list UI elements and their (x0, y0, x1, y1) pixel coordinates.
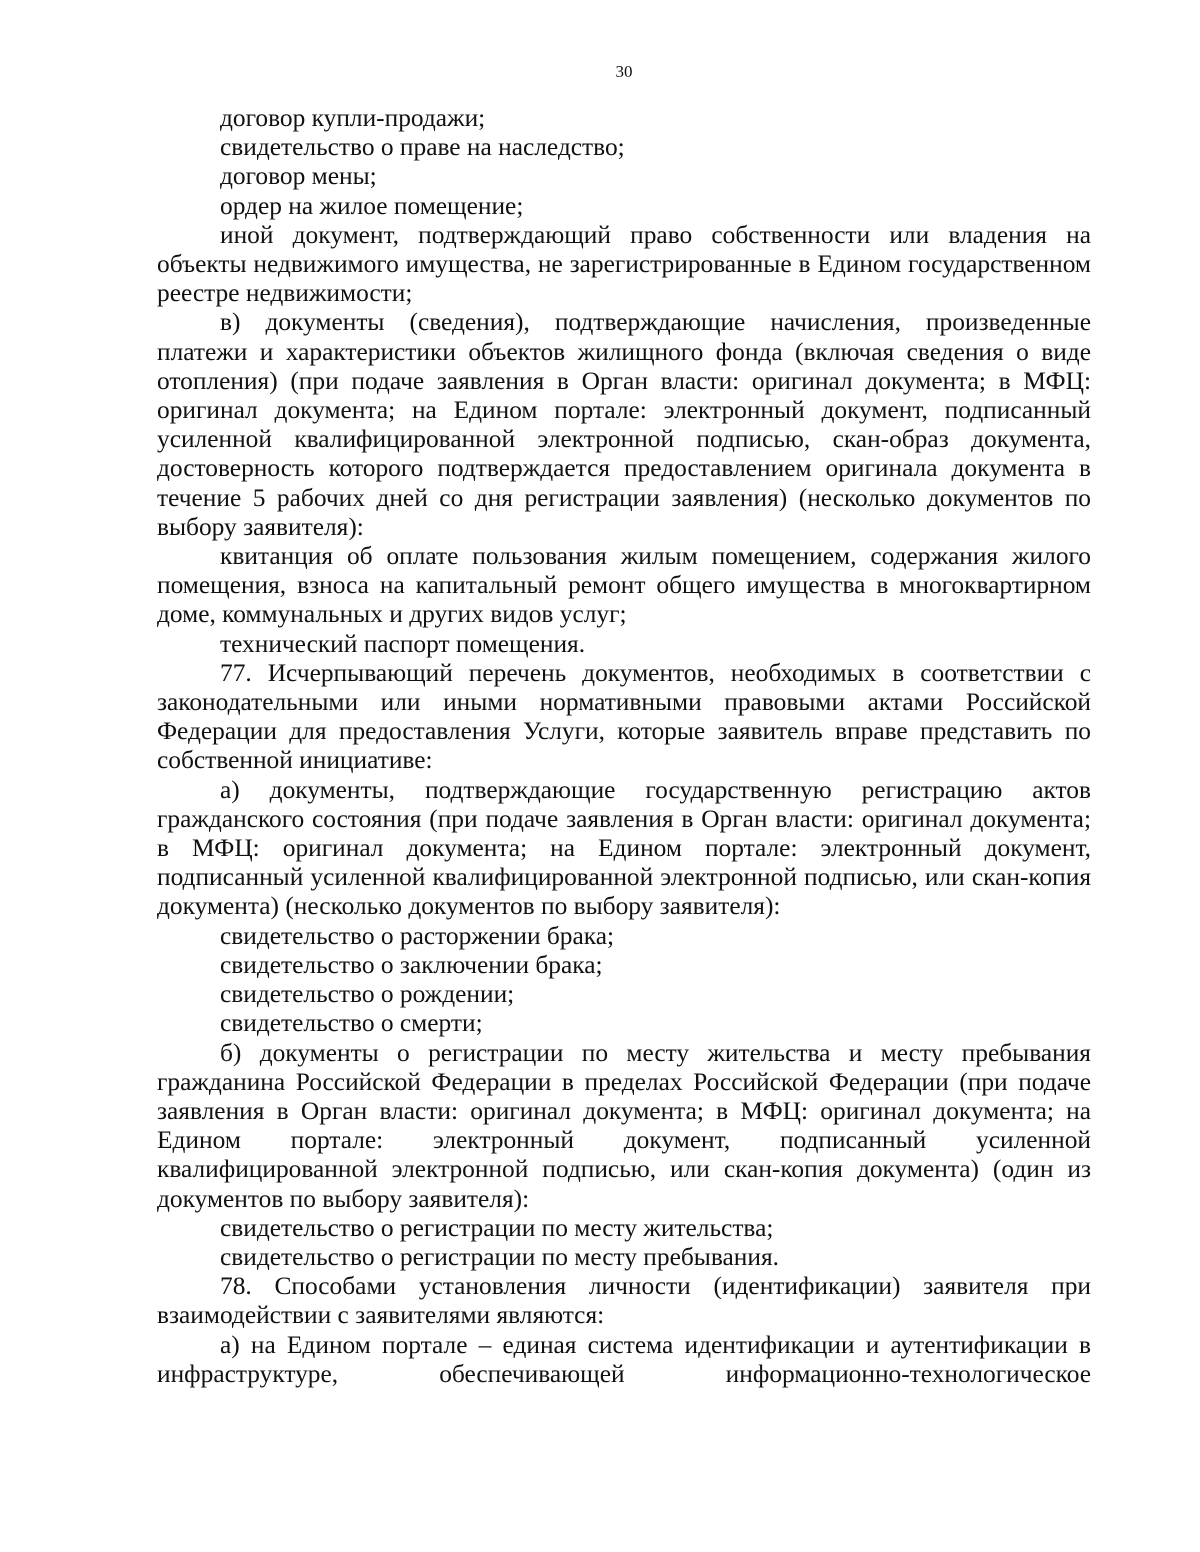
paragraph: договор купли-продажи; (220, 104, 486, 132)
paragraph: 78. Способами установления личности (идентификации) заявителя при взаимодействии с заявителями являются: (157, 1272, 1091, 1330)
paragraph: свидетельство о регистрации по месту пребывания. (220, 1242, 779, 1271)
paragraph: технический паспорт помещения. (220, 629, 586, 658)
paragraph: ордер на жилое помещение; (220, 191, 524, 220)
paragraph: квитанция об оплате пользования жилым помещением, содержания жилого помещения, взноса на капитальный ремонт общего имущества в многоквартирном доме, коммунальных и других видов услуг; (157, 542, 1091, 629)
paragraph: свидетельство о рождении; (220, 980, 515, 1009)
paragraph: 77. Исчерпывающий перечень документов, необходимых в соответствии с законодательными или иными нормативными правовыми актами Российской Федерации для предоставления Услуги, которые заявитель вправе представить по собственной инициативе: (157, 658, 1091, 775)
page-number: 30 (615, 62, 633, 81)
paragraph: а) на Едином портале – единая система идентификации и аутентификации в инфраструктуре, обеспечивающей информационно-технологическое (157, 1330, 1091, 1388)
paragraph: свидетельство о регистрации по месту жительства; (220, 1213, 774, 1242)
paragraph: в) документы (сведения), подтверждающие начисления, произведенные платежи и характеристики объектов жилищного фонда (включая сведения о виде отопления) (при подаче заявления в Орган власти: оригинал документа; в МФЦ: оригинал документа; на Едином портале: электронный документ, подписанный усиленной квалифицированной электронной подписью, скан-образ документа, достоверность которого подтверждается предоставлением оригинала документа в течение 5 рабочих дней со дня регистрации заявления) (несколько документов по выбору заявителя): (157, 308, 1091, 541)
paragraph: свидетельство о расторжении брака; (220, 921, 615, 950)
paragraph: договор мены; (220, 162, 377, 191)
paragraph: свидетельство о заключении брака; (220, 950, 603, 979)
paragraph: б) документы о регистрации по месту жительства и месту пребывания гражданина Российской Федерации в пределах Российской Федерации (при подаче заявления в Орган власти: оригинал документа; в МФЦ: оригинал документа; на Едином портале: электронный документ, подписанный усиленной квалифицированной электронной подписью, или скан-копия документа) (один из документов по выбору заявителя): (157, 1038, 1091, 1213)
paragraph: иной документ, подтверждающий право собственности или владения на объекты недвижимого имущества, не зарегистрированные в Едином государственном реестре недвижимости; (157, 220, 1091, 308)
paragraph: свидетельство о праве на наследство; (220, 133, 625, 162)
document-body (157, 104, 1091, 1389)
paragraph: свидетельство о смерти; (220, 1009, 483, 1038)
paragraph: а) документы, подтверждающие государственную регистрацию актов гражданского состояния (при подаче заявления в Орган власти: оригинал документа; в МФЦ: оригинал документа; на Едином портале: электронный документ, подписанный усиленной квалифицированной электронной подписью, или скан-копия документа) (несколько документов по выбору заявителя): (157, 775, 1091, 921)
